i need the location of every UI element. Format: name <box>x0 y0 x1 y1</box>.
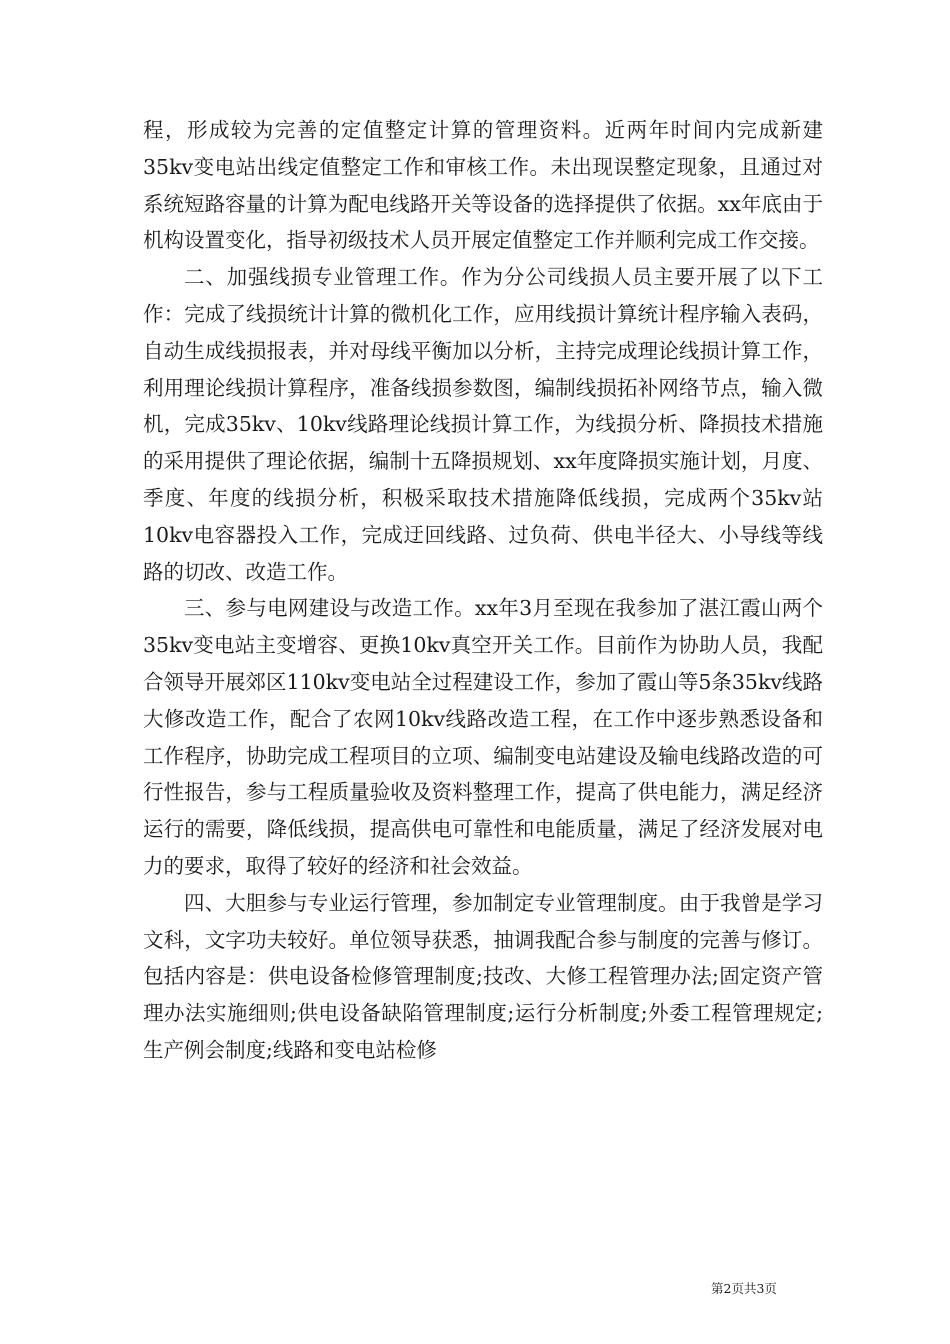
paragraph-grid-construction: 三、参与电网建设与改造工作。xx年3月至现在我参加了湛江霞山两个35kv变电站主变增容、更换10kv真空开关工作。目前作为协助人员，我配合领导开展郊区110kv变电站全过程建设工作，参加了霞山等5条35kv线路大修改造工作，配合了农网10kv线路改造工程，在工作中逐步熟悉设备和工作程序，协助完成工程项目的立项、编制变电站建设及输电线路改造的可行性报告，参与工程质量验收及资料整理工作，提高了供电能力，满足经济运行的需要，降低线损，提高供电可靠性和电能质量，满足了经济发展对电力的要求，取得了较好的经济和社会效益。 <box>143 596 823 878</box>
paragraph-continuation: 程，形成较为完善的定值整定计算的管理资料。近两年时间内完成新建35kv变电站出线定值整定工作和审核工作。未出现误整定现象，且通过对系统短路容量的计算为配电线路开关等设备的选择提供了依据。xx年底由于机构设置变化，指导初级技术人员开展定值整定工作并顺利完成工作交接。 <box>143 118 823 253</box>
paragraph-line-loss-management: 二、加强线损专业管理工作。作为分公司线损人员主要开展了以下工作：完成了线损统计计算的微机化工作，应用线损计算统计程序输入表码，自动生成线损报表，并对母线平衡加以分析，主持完成理论线损计算工作，利用理论线损计算程序，准备线损参数图，编制线损拓补网络节点，输入微机，完成35kv、10kv线路理论线损计算工作，为线损分析、降损技术措施的采用提供了理论依据，编制十五降损规划、xx年度降损实施计划，月度、季度、年度的线损分析，积极采取技术措施降低线损，完成两个35kv站10kv电容器投入工作，完成迂回线路、过负荷、供电半径大、小导线等线路的切改、改造工作。 <box>143 265 823 584</box>
page-number-footer: 第2页共3页 <box>711 1281 777 1296</box>
paragraph-operations-management: 四、大胆参与专业运行管理，参加制定专业管理制度。由于我曾是学习文科，文字功夫较好。单位领导获悉，抽调我配合参与制度的完善与修订。包括内容是：供电设备检修管理制度;技改、大修工程管理办法;固定资产管理办法实施细则;供电设备缺陷管理制度;运行分析制度;外委工程管理规定;生产例会制度;线路和变电站检修 <box>143 890 823 1062</box>
document-body <box>143 112 823 1069</box>
